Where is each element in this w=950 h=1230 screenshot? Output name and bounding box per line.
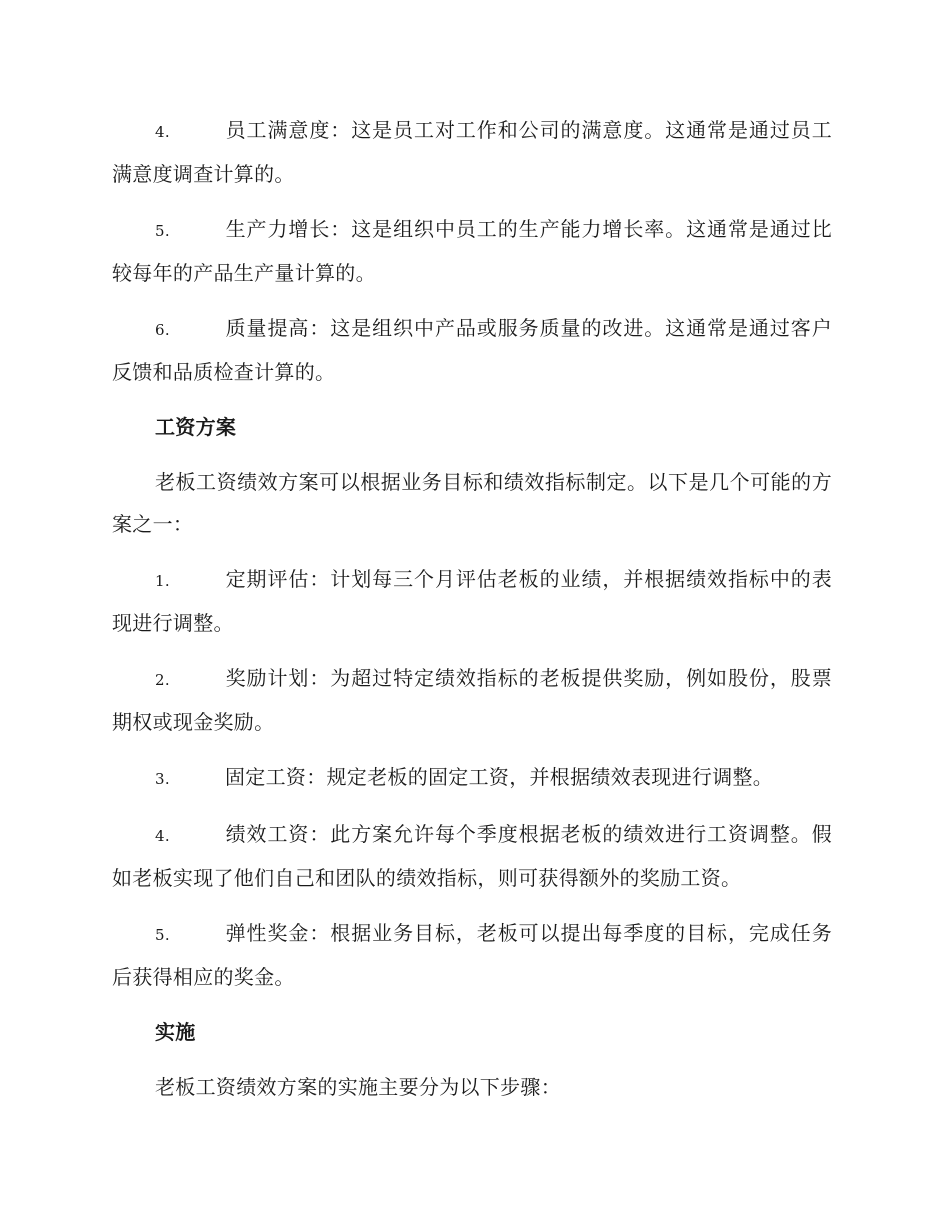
list-number: 4. [155,827,170,845]
salary-item-5 [112,912,832,998]
list-text: 固定工资：规定老板的固定工资，并根据绩效表现进行调整。 [225,765,774,789]
salary-item-2 [112,657,832,743]
metric-item-6 [112,307,832,393]
list-number: 6. [155,321,170,339]
list-text: 员工满意度：这是员工对工作和公司的满意度。这通常是通过员工满意度调查计算的。 [112,118,832,186]
metric-item-4 [112,109,832,195]
list-number: 5. [155,926,170,944]
section-heading-salary: 工资方案 [155,415,237,439]
list-text: 弹性奖金：根据业务目标，老板可以提出每季度的目标，完成任务后获得相应的奖金。 [112,921,832,989]
section-heading-implementation: 实施 [155,1020,196,1044]
list-number: 4. [155,123,170,141]
list-number: 2. [155,671,170,689]
list-text: 绩效工资：此方案允许每个季度根据老板的绩效进行工资调整。假如老板实现了他们自己和团队的绩效指标，则可获得额外的奖励工资。 [112,822,832,890]
metric-item-5 [112,208,832,294]
list-number: 3. [155,770,170,788]
salary-item-1 [112,558,832,644]
list-text: 奖励计划：为超过特定绩效指标的老板提供奖励，例如股份，股票期权或现金奖励。 [112,666,832,734]
salary-intro-paragraph: 老板工资绩效方案可以根据业务目标和绩效指标制定。以下是几个可能的方案之一： [112,470,832,536]
list-text: 生产力增长：这是组织中员工的生产能力增长率。这通常是通过比较每年的产品生产量计算的。 [112,217,832,285]
implementation-intro-paragraph: 老板工资绩效方案的实施主要分为以下步骤： [155,1075,561,1099]
list-number: 1. [155,572,170,590]
salary-item-4 [112,813,832,899]
salary-item-3 [112,756,832,800]
list-number: 5. [155,222,170,240]
list-text: 质量提高：这是组织中产品或服务质量的改进。这通常是通过客户反馈和品质检查计算的。 [112,316,832,384]
list-text: 定期评估：计划每三个月评估老板的业绩，并根据绩效指标中的表现进行调整。 [112,567,832,635]
